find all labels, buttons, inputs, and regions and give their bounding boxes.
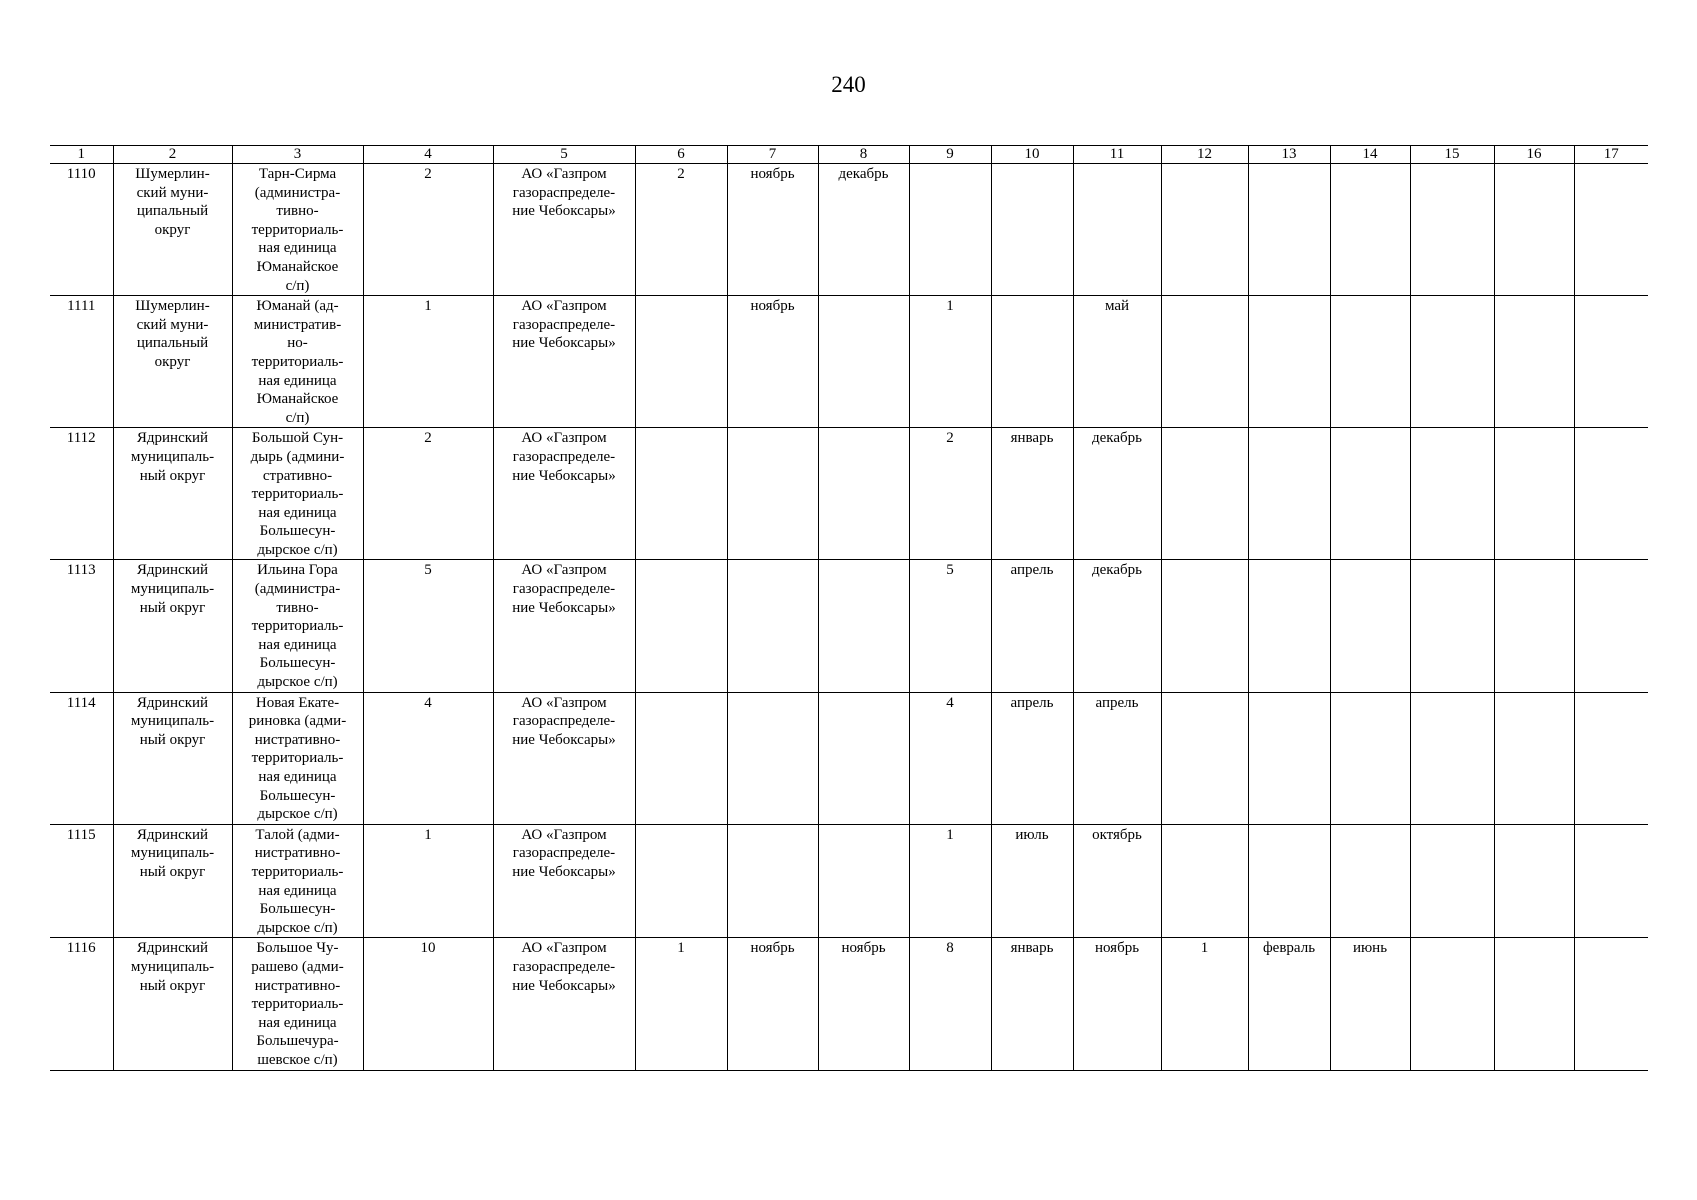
table-cell	[1248, 296, 1330, 428]
column-header: 6	[635, 146, 727, 164]
table-cell	[1494, 938, 1574, 1070]
table-cell	[1248, 824, 1330, 938]
table-cell	[1161, 692, 1248, 824]
table-cell	[1161, 824, 1248, 938]
table-cell	[727, 560, 818, 692]
table-cell	[1494, 692, 1574, 824]
table-cell: ноябрь	[818, 938, 909, 1070]
table-cell	[1410, 296, 1494, 428]
table-cell: апрель	[991, 692, 1073, 824]
table-cell	[1410, 692, 1494, 824]
table-cell	[1410, 938, 1494, 1070]
column-header: 16	[1494, 146, 1574, 164]
table-cell: декабрь	[818, 164, 909, 296]
table-cell: 5	[909, 560, 991, 692]
table-cell: 1	[1161, 938, 1248, 1070]
table-cell	[1073, 164, 1161, 296]
table-cell: Тарн-Сирма (администра- тивно- территориаль- ная единица Юманайское с/п)	[232, 164, 363, 296]
table-cell	[1330, 692, 1410, 824]
table-cell: 1115	[50, 824, 113, 938]
table-cell	[727, 428, 818, 560]
table-cell: 1	[909, 824, 991, 938]
table-cell	[1494, 428, 1574, 560]
table-cell: Большое Чу- рашево (адми- нистративно- территориаль- ная единица Большечура- шевское с/п)	[232, 938, 363, 1070]
column-header: 11	[1073, 146, 1161, 164]
table-cell	[1574, 428, 1648, 560]
column-header: 2	[113, 146, 232, 164]
column-header: 13	[1248, 146, 1330, 164]
page-number: 240	[831, 72, 866, 97]
table-cell: 1110	[50, 164, 113, 296]
table-cell	[1330, 164, 1410, 296]
table-cell	[1330, 428, 1410, 560]
table-cell: декабрь	[1073, 428, 1161, 560]
column-header: 10	[991, 146, 1073, 164]
column-header: 14	[1330, 146, 1410, 164]
table-cell	[818, 428, 909, 560]
table-cell: 2	[363, 428, 493, 560]
table-cell: Ядринский муниципаль- ный округ	[113, 938, 232, 1070]
table-cell	[635, 560, 727, 692]
table-cell: АО «Газпром газораспределе- ние Чебоксары»	[493, 164, 635, 296]
table-cell	[635, 296, 727, 428]
table-cell: ноябрь	[727, 938, 818, 1070]
table-cell	[727, 692, 818, 824]
table-cell: 1	[363, 824, 493, 938]
table-cell	[1161, 428, 1248, 560]
table-cell: 1	[635, 938, 727, 1070]
table-cell: Ядринский муниципаль- ный округ	[113, 560, 232, 692]
table-cell	[818, 824, 909, 938]
table-cell	[1494, 296, 1574, 428]
table-cell: Шумерлин- ский муни- ципальный округ	[113, 296, 232, 428]
table-cell: 5	[363, 560, 493, 692]
column-header: 3	[232, 146, 363, 164]
table-cell	[1574, 296, 1648, 428]
column-header: 9	[909, 146, 991, 164]
table-cell	[1410, 560, 1494, 692]
table-cell: апрель	[1073, 692, 1161, 824]
table-cell	[635, 428, 727, 560]
table-cell: январь	[991, 938, 1073, 1070]
table-cell: ноябрь	[1073, 938, 1161, 1070]
table-cell: ноябрь	[727, 164, 818, 296]
table-cell: ноябрь	[727, 296, 818, 428]
column-header: 12	[1161, 146, 1248, 164]
table-cell: АО «Газпром газораспределе- ние Чебоксары»	[493, 428, 635, 560]
table-cell: 4	[909, 692, 991, 824]
table-cell	[1574, 164, 1648, 296]
table-cell	[818, 692, 909, 824]
table-cell	[991, 296, 1073, 428]
table-cell	[1161, 560, 1248, 692]
column-header: 15	[1410, 146, 1494, 164]
column-header: 7	[727, 146, 818, 164]
table-cell	[1494, 560, 1574, 692]
column-header: 17	[1574, 146, 1648, 164]
table-cell	[1574, 824, 1648, 938]
column-header: 1	[50, 146, 113, 164]
table-cell	[818, 560, 909, 692]
table-row	[50, 560, 1648, 692]
table-cell: Ядринский муниципаль- ный округ	[113, 692, 232, 824]
table-cell	[1248, 560, 1330, 692]
table-cell	[909, 164, 991, 296]
table-cell	[635, 824, 727, 938]
table-cell: 1111	[50, 296, 113, 428]
table-cell: 1114	[50, 692, 113, 824]
table-cell	[1574, 692, 1648, 824]
table-cell	[1410, 164, 1494, 296]
table-cell	[1574, 560, 1648, 692]
table-cell: Большой Сун- дырь (админи- стративно- территориаль- ная единица Большесун- дырское с/п)	[232, 428, 363, 560]
column-header: 8	[818, 146, 909, 164]
table-cell: январь	[991, 428, 1073, 560]
table-cell: 4	[363, 692, 493, 824]
table-cell: 1116	[50, 938, 113, 1070]
table-cell: 2	[363, 164, 493, 296]
table-cell	[1494, 164, 1574, 296]
table-cell: 1	[909, 296, 991, 428]
table-cell: 1113	[50, 560, 113, 692]
table-cell: АО «Газпром газораспределе- ние Чебоксары»	[493, 938, 635, 1070]
table-cell: 1	[363, 296, 493, 428]
table-cell: декабрь	[1073, 560, 1161, 692]
table-cell	[727, 824, 818, 938]
table-cell	[1248, 164, 1330, 296]
table-cell: Шумерлин- ский муни- ципальный округ	[113, 164, 232, 296]
column-header: 4	[363, 146, 493, 164]
table-cell: АО «Газпром газораспределе- ние Чебоксары»	[493, 560, 635, 692]
table-cell	[1494, 824, 1574, 938]
table-cell	[1330, 296, 1410, 428]
table-row	[50, 428, 1648, 560]
table-cell	[1410, 824, 1494, 938]
table-cell	[1410, 428, 1494, 560]
table-row	[50, 938, 1648, 1070]
table-cell: февраль	[1248, 938, 1330, 1070]
table-cell: май	[1073, 296, 1161, 428]
table-cell: 2	[909, 428, 991, 560]
table-cell: 8	[909, 938, 991, 1070]
table-cell	[1330, 824, 1410, 938]
table-row	[50, 296, 1648, 428]
table-cell: Талой (адми- нистративно- территориаль- ная единица Большесун- дырское с/п)	[232, 824, 363, 938]
table-cell: 1112	[50, 428, 113, 560]
header-row	[50, 146, 1648, 164]
table-cell: июнь	[1330, 938, 1410, 1070]
table-cell: Юманай (ад- министратив- но- территориаль- ная единица Юманайское с/п)	[232, 296, 363, 428]
table-row	[50, 692, 1648, 824]
table-cell	[1574, 938, 1648, 1070]
table-cell	[1161, 296, 1248, 428]
table-cell	[1248, 692, 1330, 824]
table-cell	[1161, 164, 1248, 296]
table-cell: АО «Газпром газораспределе- ние Чебоксары»	[493, 824, 635, 938]
table-cell: Ильина Гора (администра- тивно- территориаль- ная единица Большесун- дырское с/п)	[232, 560, 363, 692]
table-cell: АО «Газпром газораспределе- ние Чебоксары»	[493, 692, 635, 824]
table-cell: 10	[363, 938, 493, 1070]
table-cell: АО «Газпром газораспределе- ние Чебоксары»	[493, 296, 635, 428]
table-cell: апрель	[991, 560, 1073, 692]
table-cell	[818, 296, 909, 428]
table-cell	[991, 164, 1073, 296]
table-cell: 2	[635, 164, 727, 296]
table-row	[50, 824, 1648, 938]
column-header: 5	[493, 146, 635, 164]
table-cell	[1248, 428, 1330, 560]
table-cell: Ядринский муниципаль- ный округ	[113, 824, 232, 938]
table-body	[50, 146, 1648, 1071]
table-cell: октябрь	[1073, 824, 1161, 938]
table-cell	[635, 692, 727, 824]
table-cell: Новая Екате- риновка (адми- нистративно- территориаль- ная единица Большесун- дырское с/п)	[232, 692, 363, 824]
table-cell	[1330, 560, 1410, 692]
table-cell: июль	[991, 824, 1073, 938]
table-row	[50, 164, 1648, 296]
table-cell: Ядринский муниципаль- ный округ	[113, 428, 232, 560]
data-table	[50, 145, 1648, 1071]
